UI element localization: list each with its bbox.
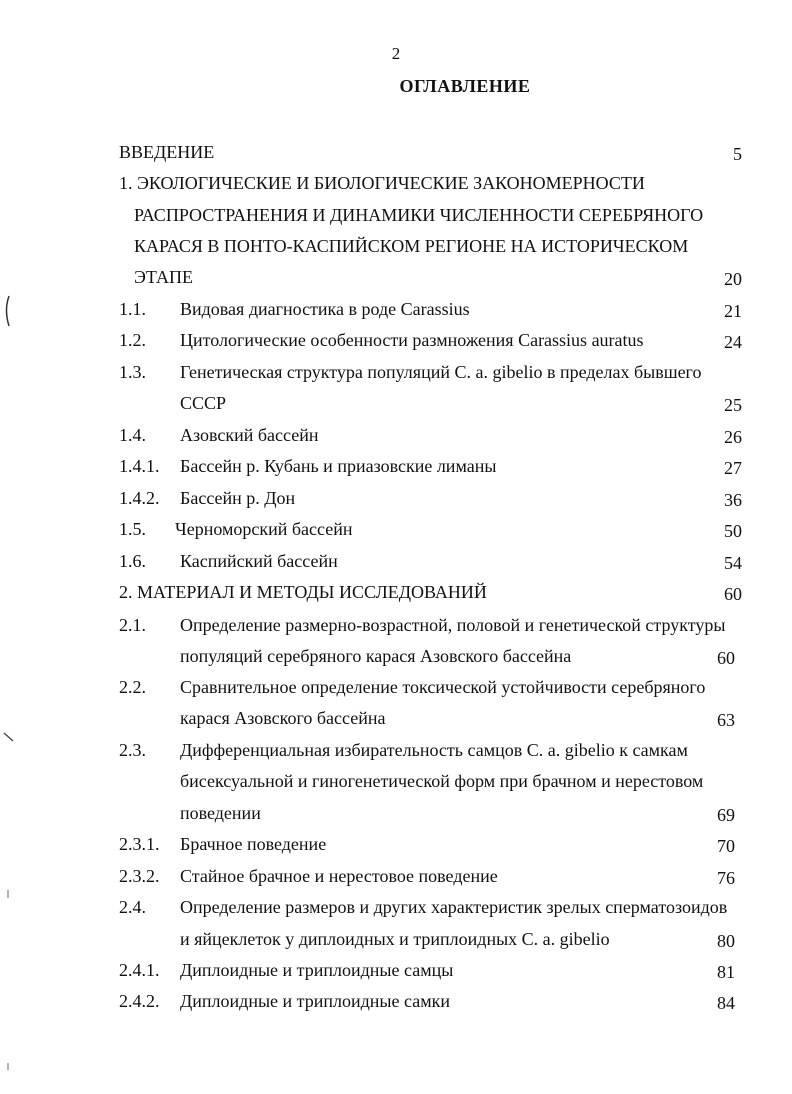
- toc-entry-number: 1.6.: [119, 551, 146, 571]
- toc-entry-number: 2.4.: [119, 897, 146, 917]
- toc-entry-title: 2. МАТЕРИАЛ И МЕТОДЫ ИССЛЕДОВАНИЙ: [119, 582, 487, 602]
- toc-entry-page: 81: [717, 962, 735, 982]
- toc-entry-title: и яйцеклеток у диплоидных и триплоидных C. a. gibelio: [180, 929, 610, 949]
- toc-entry-number: 1.5.: [119, 519, 146, 539]
- toc-entry-number: 2.4.2.: [119, 991, 160, 1011]
- toc-entry-title: Определение размеров и других характеристик зрелых сперматозоидов: [180, 897, 728, 917]
- toc-entry-title: карася Азовского бассейна: [180, 708, 386, 728]
- toc-entry-page: 20: [724, 269, 742, 289]
- scan-margin-artifacts: [0, 0, 20, 1094]
- toc-entry-number: 1.2.: [119, 330, 146, 350]
- toc-entry-page: 5: [733, 144, 742, 164]
- toc-entry-page: 50: [724, 521, 742, 541]
- toc-entry-page: 54: [724, 553, 742, 573]
- toc-entry-page: 70: [717, 836, 735, 856]
- toc-entry-title: поведении: [180, 803, 261, 823]
- toc-entry-title: Азовский бассейн: [180, 425, 319, 445]
- toc-entry-title: Диплоидные и триплоидные самцы: [180, 960, 454, 980]
- toc-entry-number: 1.4.1.: [119, 456, 160, 476]
- toc-entry-title: Бассейн р. Кубань и приазовские лиманы: [180, 456, 497, 476]
- toc-entry-title: ВВЕДЕНИЕ: [119, 142, 215, 162]
- toc-entry-page: 36: [724, 490, 742, 510]
- toc-entry-number: 1.4.: [119, 425, 146, 445]
- toc-entry-number: 2.4.1.: [119, 960, 160, 980]
- toc-entry-title: Генетическая структура популяций C. a. gibelio в пределах бывшего: [180, 362, 702, 382]
- toc-entry-page: 27: [724, 458, 742, 478]
- toc-entry-page: 26: [724, 427, 742, 447]
- toc-entry-page: 25: [724, 395, 742, 415]
- toc-entry-number: 2.3.: [119, 740, 146, 760]
- toc-entry-number: 1.1.: [119, 299, 146, 319]
- toc-title: ОГЛАВЛЕНИЕ: [399, 76, 531, 96]
- toc-entry-title: 1. ЭКОЛОГИЧЕСКИЕ И БИОЛОГИЧЕСКИЕ ЗАКОНОМЕРНОСТИ: [119, 173, 645, 193]
- toc-entry-number: 2.3.2.: [119, 866, 160, 886]
- scan-tick-mark: [4, 733, 13, 741]
- toc-entry-title: Брачное поведение: [180, 834, 327, 854]
- toc-entry-number: 2.1.: [119, 615, 146, 635]
- toc-entry-page: 76: [717, 868, 735, 888]
- toc-entry-title: Стайное брачное и нерестовое поведение: [180, 866, 498, 886]
- toc-entry-title: ЭТАПЕ: [134, 267, 193, 287]
- toc-entry-title: Бассейн р. Дон: [180, 488, 296, 508]
- page-number: 2: [391, 44, 401, 63]
- toc-entry-number: 2.3.1.: [119, 834, 160, 854]
- toc-entry-title: Черноморский бассейн: [175, 519, 353, 539]
- toc-entry-page: 60: [724, 584, 742, 604]
- toc-entry-number: 1.3.: [119, 362, 146, 382]
- toc-entry-title: Определение размерно-возрастной, половой и генетической структуры: [180, 615, 726, 635]
- toc-entry-page: 21: [724, 301, 742, 321]
- toc-entry-title: СССР: [180, 393, 227, 413]
- toc-entry-title: Диплоидные и триплоидные самки: [180, 991, 450, 1011]
- toc-entry-page: 60: [717, 648, 735, 668]
- toc-entry-title: РАСПРОСТРАНЕНИЯ И ДИНАМИКИ ЧИСЛЕННОСТИ СЕРЕБРЯНОГО: [134, 205, 704, 225]
- toc-entry-title: Цитологические особенности размножения Carassius auratus: [180, 330, 644, 350]
- toc-entry-title: популяций серебряного карася Азовского бассейна: [180, 646, 572, 666]
- toc-entry-title: Дифференциальная избирательность самцов C. a. gibelio к самкам: [180, 740, 688, 760]
- toc-entry-title: Видовая диагностика в роде Carassius: [180, 299, 470, 319]
- toc-entry-page: 80: [717, 931, 735, 951]
- toc-entry-page: 84: [717, 993, 735, 1013]
- toc-entry-title: КАРАСЯ В ПОНТО-КАСПИЙСКОМ РЕГИОНЕ НА ИСТОРИЧЕСКОМ: [134, 236, 689, 256]
- toc-entry-page: 69: [717, 805, 735, 825]
- toc-entry-number: 2.2.: [119, 677, 146, 697]
- toc-entry-number: 1.4.2.: [119, 488, 160, 508]
- toc-entry-page: 63: [717, 710, 735, 730]
- toc-entry-page: 24: [724, 332, 742, 352]
- toc-entry-title: Сравнительное определение токсической устойчивости серебряного: [180, 677, 706, 697]
- scan-bracket-mark: [7, 296, 10, 326]
- toc-entry-title: Каспийский бассейн: [180, 551, 338, 571]
- toc-entry-title: бисексуальной и гиногенетической форм при брачном и нерестовом: [180, 771, 704, 791]
